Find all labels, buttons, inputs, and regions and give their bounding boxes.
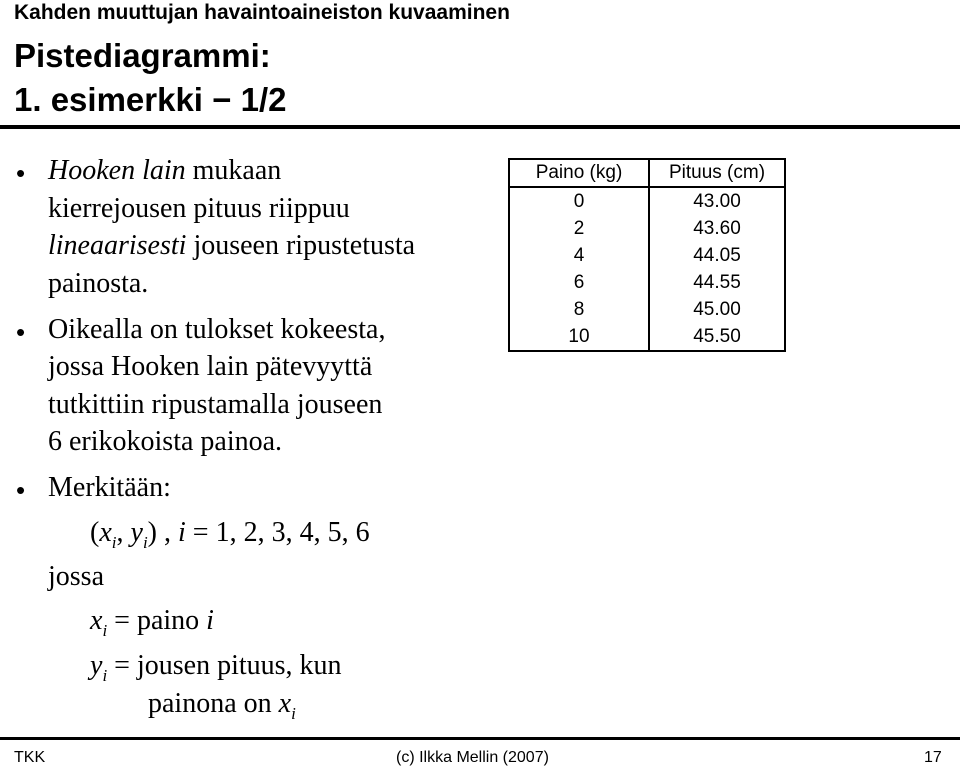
bullet-2-line-2: jossa Hooken lain pätevyyttä <box>48 351 373 382</box>
x-definition <box>90 605 214 640</box>
def-y-text: = jousen pituus, kun <box>107 650 342 681</box>
formula-y-sub: i <box>142 533 148 552</box>
def-y-x: x <box>278 688 292 719</box>
formula-separator: , <box>157 517 178 548</box>
pair-formula <box>90 517 370 552</box>
y-definition-line-2 <box>148 688 296 723</box>
table-row <box>509 242 785 269</box>
formula-comma: , <box>116 517 131 548</box>
header-length: Pituus (cm) <box>649 159 785 187</box>
table-row <box>509 187 785 215</box>
cell-length: 44.55 <box>649 269 785 296</box>
bullet-2-line-1: Oikealla on tulokset kokeesta, <box>48 314 386 345</box>
def-x: x <box>90 605 103 636</box>
bullet-1-line-2: kierrejousen pituus riippuu <box>48 193 350 224</box>
page-number: 17 <box>924 749 942 766</box>
def-x-text: = paino <box>107 605 207 636</box>
header-weight: Paino (kg) <box>509 159 649 187</box>
cell-weight: 10 <box>509 323 649 351</box>
title-line-1: Pistediagrammi: <box>14 37 271 74</box>
formula-index-range: = 1, 2, 3, 4, 5, 6 <box>185 517 370 548</box>
formula-x: x <box>99 517 112 548</box>
bottom-divider <box>0 737 960 740</box>
cell-length: 45.00 <box>649 296 785 323</box>
def-x-sub: i <box>102 621 108 640</box>
table-row <box>509 296 785 323</box>
weight-length-table <box>508 158 786 352</box>
cell-length: 43.00 <box>649 187 785 215</box>
def-y-text-2: painona on <box>148 688 279 719</box>
slide-title <box>14 34 286 122</box>
table-row <box>509 215 785 242</box>
footer-center: (c) Ilkka Mellin (2007) <box>396 749 549 766</box>
def-y-sub: i <box>102 666 108 685</box>
bullet-dot-1: • <box>16 158 26 188</box>
bullet-dot-2: • <box>16 317 26 347</box>
hooke-law-term: Hooken lain <box>48 155 186 186</box>
formula-open-paren: ( <box>90 517 100 548</box>
formula-close-paren: ) <box>147 517 157 548</box>
def-x-index: i <box>206 605 214 636</box>
bullet-1-line-3-rest: jouseen ripustetusta <box>186 230 416 261</box>
cell-weight: 0 <box>509 187 649 215</box>
y-definition <box>90 650 342 685</box>
cell-length: 43.60 <box>649 215 785 242</box>
formula-y: y <box>130 517 143 548</box>
slide-subtitle: Kahden muuttujan havaintoaineiston kuvaaminen <box>14 1 510 24</box>
cell-weight: 4 <box>509 242 649 269</box>
title-line-2: 1. esimerkki − 1/2 <box>14 81 287 118</box>
formula-x-sub: i <box>111 533 117 552</box>
cell-weight: 2 <box>509 215 649 242</box>
bullet-dot-3: • <box>16 475 26 505</box>
bullet-2-line-4: 6 erikokoista painoa. <box>48 426 283 457</box>
formula-index: i <box>178 517 186 548</box>
def-y: y <box>90 650 103 681</box>
def-y-x-sub: i <box>291 704 296 723</box>
cell-length: 44.05 <box>649 242 785 269</box>
cell-weight: 8 <box>509 296 649 323</box>
cell-length: 45.50 <box>649 323 785 351</box>
bullet-1-line-4: painosta. <box>48 268 149 299</box>
bullet-3-line-1: Merkitään: <box>48 472 171 503</box>
bullet-1-line-3 <box>48 230 415 262</box>
cell-weight: 6 <box>509 269 649 296</box>
table-header-row <box>509 159 785 187</box>
bullet-2-line-3: tutkittiin ripustamalla jouseen <box>48 389 383 420</box>
bullet-1-line-1 <box>48 155 281 187</box>
jossa-label: jossa <box>48 561 104 592</box>
table-row <box>509 323 785 351</box>
linear-term: lineaarisesti <box>48 230 187 261</box>
top-divider <box>0 125 960 129</box>
bullet-1-line-1-rest: mukaan <box>185 155 282 186</box>
table-row <box>509 269 785 296</box>
footer-left: TKK <box>14 749 46 766</box>
